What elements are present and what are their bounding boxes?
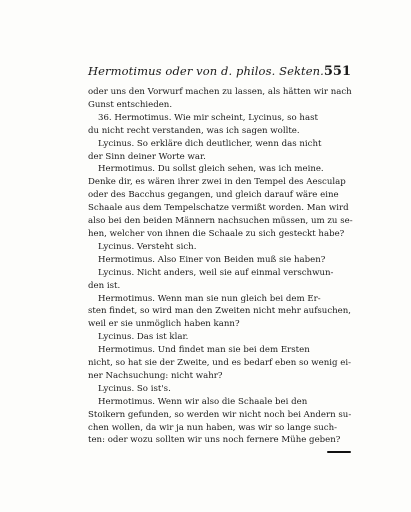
text-line: Hermotimus. Wenn wir also die Schaale bei den: [98, 396, 308, 407]
text-line: Hermotimus. Wenn man sie nun gleich bei dem Er-: [98, 293, 321, 304]
text-line: Hermotimus. Also Einer von Beiden muß sie haben?: [98, 254, 326, 265]
text-line: Gunst entschieden.: [88, 99, 173, 110]
text-line: Denke dir, es wären ihrer zwei in den Tempel des Aesculap: [88, 177, 346, 188]
text-line: den ist.: [88, 280, 121, 291]
text-line: Lycinus. So ist's.: [98, 383, 171, 394]
text-line: sten findet, so wird man den Zweiten nicht mehr aufsuchen,: [88, 306, 352, 317]
text-line: Stoikern gefunden, so werden wir nicht noch bei Andern su-: [88, 409, 352, 420]
text-line: Hermotimus. Du sollst gleich sehen, was ich meine.: [98, 164, 324, 175]
text-line: oder des Bacchus gegangen, und gleich darauf wäre eine: [88, 190, 339, 201]
page-body-text: [88, 86, 364, 447]
text-line: chen wollen, da wir ja nun haben, was wir so lange such-: [88, 422, 338, 433]
text-line: Lycinus. Versteht sich.: [98, 241, 197, 252]
text-line: also bei den beiden Männern nachsuchen müssen, um zu se-: [88, 216, 353, 227]
text-line: Hermotimus. Und findet man sie bei dem Ersten: [98, 345, 310, 356]
text-line: Lycinus. So erkläre dich deutlicher, wenn das nicht: [98, 138, 322, 149]
running-title: Hermotimus oder von d. philos. Sekten.: [88, 64, 324, 78]
text-line: ten: oder wozu sollten wir uns noch fernere Mühe geben?: [88, 435, 341, 446]
text-line: hen, welcher von ihnen die Schaale zu sich gesteckt habe?: [88, 228, 345, 239]
text-line: du nicht recht verstanden, was ich sagen wollte.: [88, 125, 300, 136]
end-ornament-mark: [327, 451, 351, 453]
text-line: weil er sie unmöglich haben kann?: [88, 319, 240, 330]
text-line: 36. Hermotimus. Wie mir scheint, Lycinus, so hast: [98, 112, 318, 123]
page-number: 551: [323, 64, 351, 79]
text-line: Lycinus. Das ist klar.: [98, 332, 189, 343]
text-line: nicht, so hat sie der Zweite, und es bedarf eben so wenig ei-: [88, 358, 351, 369]
text-line: ner Nachsuchung: nicht wahr?: [88, 370, 223, 381]
text-line: der Sinn deiner Worte war.: [88, 151, 206, 162]
text-line: oder uns den Vorwurf machen zu lassen, als hätten wir nach: [88, 87, 352, 97]
text-line: Schaale aus dem Tempelschatze vermißt worden. Man wird: [88, 203, 349, 214]
text-line: Lycinus. Nicht anders, weil sie auf einmal verschwun-: [98, 267, 334, 278]
